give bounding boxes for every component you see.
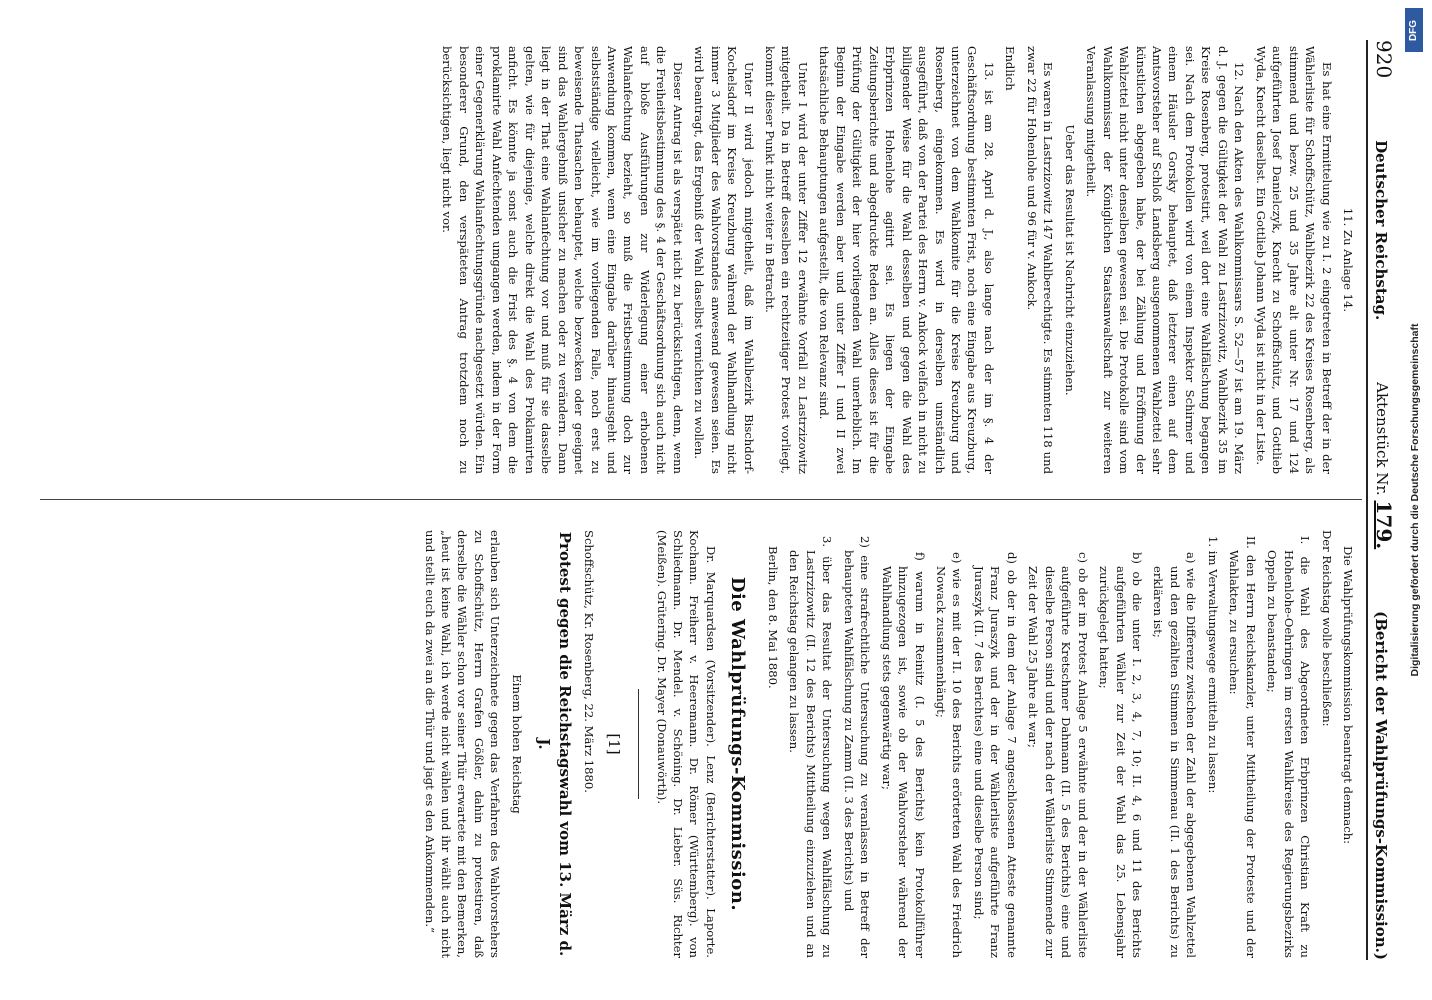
- resolution-subitem: c) ob der im Protest Anlage 5 erwähnte und der in der Wählerliste aufgeführte Kretschmer Dahmann (II. 5 des Berichts) eine und dieselbe Person sind und der nach der Wählerliste Stimmende zur Zeit der Wahl 25 Jahre alt war;: [1026, 552, 1090, 958]
- column-divider: [40, 499, 1362, 500]
- document-number: [1368, 382, 1396, 549]
- resolution-subitem: d) ob der in dem der Anlage 7 angeschlossenen Atteste genannte Franz Juraszyk und der in der Wählerliste aufgeführte Franz Juraszyk (II. 7 des Berichtes) eine und dieselbe Person sind;: [971, 552, 1019, 958]
- paragraph: Es hat eine Ermittelung wie zu I. 2 eingetreten in Betreff der in der Wählerliste für Schoffschütz, Wahlbezirk 22 des Kreises Rosenberg, als stimmend und bezw. 25 und 35 Jahre alt unter Nr. 17 und 124 aufgeführten Josef Danielczyk, Knecht zu Schoffschütz, und Gottlieb Wyda, Knecht daselbst. Ein Gottlieb Johann Wyda ist nicht in der Liste.: [1253, 46, 1334, 474]
- left-column: [434, 46, 1356, 474]
- separator-line: [638, 689, 639, 799]
- resolution-subitem: 3. über das Resultat der Untersuchung wegen Wahlfälschung zu Lastrzizowitz (II. 12 des Berichts) Mittheilung einzuziehen und an den Reichstag gelangen zu lassen.: [787, 536, 835, 958]
- paragraph: 13. ist am 28. April d. J., also lange nach der im §. 4 der Geschäftsordnung bestimmten Frist, noch eine Eingabe aus Kreuzburg, unterzeichnet von dem Wahlkomite für die Kreise Kreuzburg und Rosenberg, eingekommen. Es wird in derselben umständlich ausgeführt, daß von der Partei des Herrn v. Ankock vielfach in nicht zu billigender Weise für die Wahl desselben und gegen die Wahl des Erbprinzen Hohenlohe agitirt sei. Es liegen der Eingabe Zeitungsberichte und abgedruckte Reden an. Alles dieses ist für die Prüfung der Gültigkeit der hier vorliegenden Wahl unerheblich. Im Beginn der Eingabe werden aber und unter Ziffer I und II zwei thatsächliche Behauptungen aufgestellt, die von Relevanz sind.: [817, 46, 996, 474]
- paragraph: Ueber das Resultat ist Nachricht einzuziehen.: [1062, 124, 1077, 396]
- petition-place-date: Schoffschütz, Kr. Rosenberg, 22. März 1880.: [581, 530, 596, 793]
- dfg-logo: DFG: [1405, 8, 1423, 52]
- paragraph: Unter II wird jedoch mitgetheilt, daß im Wahlbezirk Bischdorf-Kochelsdorf im Kreise Kreuzburg während der Wahlhandlung nicht immer 3 Mitglieder des Wahlvorstandes anwesend gewesen seien. Es wird beantragt, das Ergebniß der Wahl daselbst vernichten zu wollen.: [692, 46, 756, 474]
- petition-salutation: Einem hohen Reichstag: [509, 674, 524, 814]
- commission-members: Dr. Marquardsen (Vorsitzender). Lenz (Berichterstatter). Laporte. Kochann. Freiherr v. Heeremann. Dr. Römer (Württemberg). von Schliedmann. Dr. Mendel. v. Schöning. Dr. Lieber. Süs. Richter (Meißen). Grütering. Dr. Mayer (Donauwörth).: [654, 530, 718, 958]
- petition-body: erlauben sich Unterzeichnete gegen das Verfahren des Wahlvorstehers zu Schoffschütz, Herrn Grafen Gößler, dahin zu protestiren, daß derselbe die Wähler schon vor seiner Thür erwartete mit den Bemerken, „heut ist keine Wahl, ich werde nicht wählen und ihr wählt auch nicht und stellt euch da zwei an die Thür und jagt es den Ankommenden.“: [422, 530, 503, 958]
- resolution-subitem: b) ob die unter I. 2, 3, 4, 7, 10; II. 4, 6 und 11 des Berichts aufgeführten Wähler zur Zeit der Wahl das 25. Lebensjahr zurückgelegt hatten;: [1097, 552, 1145, 958]
- paragraph: 12. Nach den Akten des Wahlkommissars S. 52—57 ist am 19. März d. J. gegen die Gültigkeit der Wahl zu Lastrzizowitz, Wahlbezirk 35 im Kreise Rosenberg, protestirt, weil dort eine Wahlfälschung begangen sei. Nach dem Protokollen wird von einem Inspektor Schirmer und einem Häusler Gorsky behauptet, daß letzterer einen auf dem Amtsvorsteher auf Schloß Landsberg ausgenommenen Wahlzettel sehr künstlichen abgegeben habe, der bei Zählung und Eröffnung der Wahlzettel nicht unter denselben gewesen sei. Die Protokolle sind vom Wahlkommissar der Königlichen Staatsanwaltschaft zur weiteren Veranlassung mitgetheilt.: [1084, 46, 1247, 474]
- item-heading: 11. Zu Anlage 14.: [1341, 207, 1355, 313]
- report-title: (Bericht der Wahlprüfungs-Kommission.): [1372, 611, 1390, 960]
- enclosure-number: [1]: [605, 733, 624, 755]
- resolution-subitem: 1. im Verwaltungswege ermitteln zu lassen:: [1205, 536, 1220, 794]
- resolution-subitem: e) wie es mit der II. 10 des Berichts erörterten Wahl des Friedrich Nowack zusammenhängt;: [934, 552, 965, 958]
- doc-number-value: 179.: [1372, 500, 1396, 550]
- place-date: Berlin, den 8. Mai 1880.: [765, 546, 780, 689]
- paragraph: Unter I wird der unter Ziffer 12 erwähnte Vorfall zu Lastrzizowitz mitgetheilt. Da in Betreff desselben ein rechtzeitiger Protest vorliegt, kommt dieser Punkt nicht weiter in Betracht.: [763, 46, 810, 474]
- paragraph: Endlich: [1003, 46, 1018, 91]
- resolution-subitem: f) warum in Reinitz (I. 5 des Berichts) kein Protokollführer hinzugezogen ist, sowie ob der Wahlvorsteher während der Wahlhandlung stets gegenwärtig war;: [879, 552, 927, 958]
- page-number: 920: [1372, 40, 1396, 79]
- page-header: [1366, 40, 1398, 960]
- right-column: [416, 530, 1356, 958]
- digitization-footer: [1398, 0, 1432, 1000]
- resolution-item: I. die Wahl des Abgeordneten Erbprinzen Christian Kraft zu Hohenlohe-Oehringen im ersten Wahlkreise des Regierungsbezirks Oppeln zu beanstanden;: [1265, 536, 1313, 958]
- publication-title: Deutscher Reichstag.: [1372, 140, 1390, 321]
- doc-label: Aktenstück Nr.: [1373, 382, 1391, 496]
- paragraph: Die Wahlprüfungskommission beantragt demnach:: [1341, 546, 1355, 845]
- resolution-subitem: 2) eine strafrechtliche Untersuchung zu veranlassen in Betreff der behaupteten Wahlfälschung zu Zamm (II. 3 des Berichts) und: [841, 536, 873, 958]
- paragraph: Der Reichstag wolle beschließen:: [1319, 530, 1334, 727]
- commission-title: Die Wahlprüfungs-Kommission.: [727, 576, 749, 912]
- resolution-item: II. den Herrn Reichskanzler, unter Mittheilung der Proteste und der Wahlakten, zu ersuchen:: [1227, 536, 1258, 958]
- digitization-note: Digitalisierung gefördert durch die Deutsche Forschungsgemeinschaft: [1409, 323, 1421, 677]
- paragraph: Es waren in Lastrzizowitz 147 Wahlberechtigte. Es stimmten 118 und zwar 22 für Hohenlohe und 96 für v. Ankock.: [1024, 46, 1056, 474]
- paragraph: Dieser Antrag ist als verspätet nicht zu berücksichtigen, denn, wenn die Freiheitsbestimmung des §. 4 der Geschäftsordnung sich auch nicht auf bloße Ausführungen zur Widerlegung einer erhobenen Wahlanfechtung bezieht, so muß die Fristbestimmung doch zur Anwendung kommen, wenn eine Eingabe darüber hinausgeht und selbstständige vielleicht, wie im vorliegenden Falle, noch erst zu beweisende Thatsachen behauptet, welche bezwecken oder geeignet sind das Wahlergebniß unsicher zu machen oder zu verändern. Dann liegt in der That eine Wahlanfechtung vor und muß für sie dasselbe gelten, wie für diejenige, welche direkt die Wahl des Proklamirten anficht. Es könnte ja sonst auch die Frist des §. 4 von dem die proklamirte Wahl Anfechtenden umgangen werden, indem in der Form einer Gegenerklärung Wahlanfechtungsgründe nachgesetzt würden. Ein besonderer Grund, den verspäteten Antrag trotzdem noch zu berücksichtigen, liegt nicht vor.: [440, 46, 685, 474]
- resolution-subitem: a) wie die Differenz zwischen der Zahl der abgegebenen Wahlzettel und den gezählten Stimmen in Simmenau (II. 1 des Berichts) zu erklären ist;: [1151, 552, 1199, 958]
- petition-heading: Protest gegen die Reichstagswahl vom 13. März d. J.: [535, 531, 575, 957]
